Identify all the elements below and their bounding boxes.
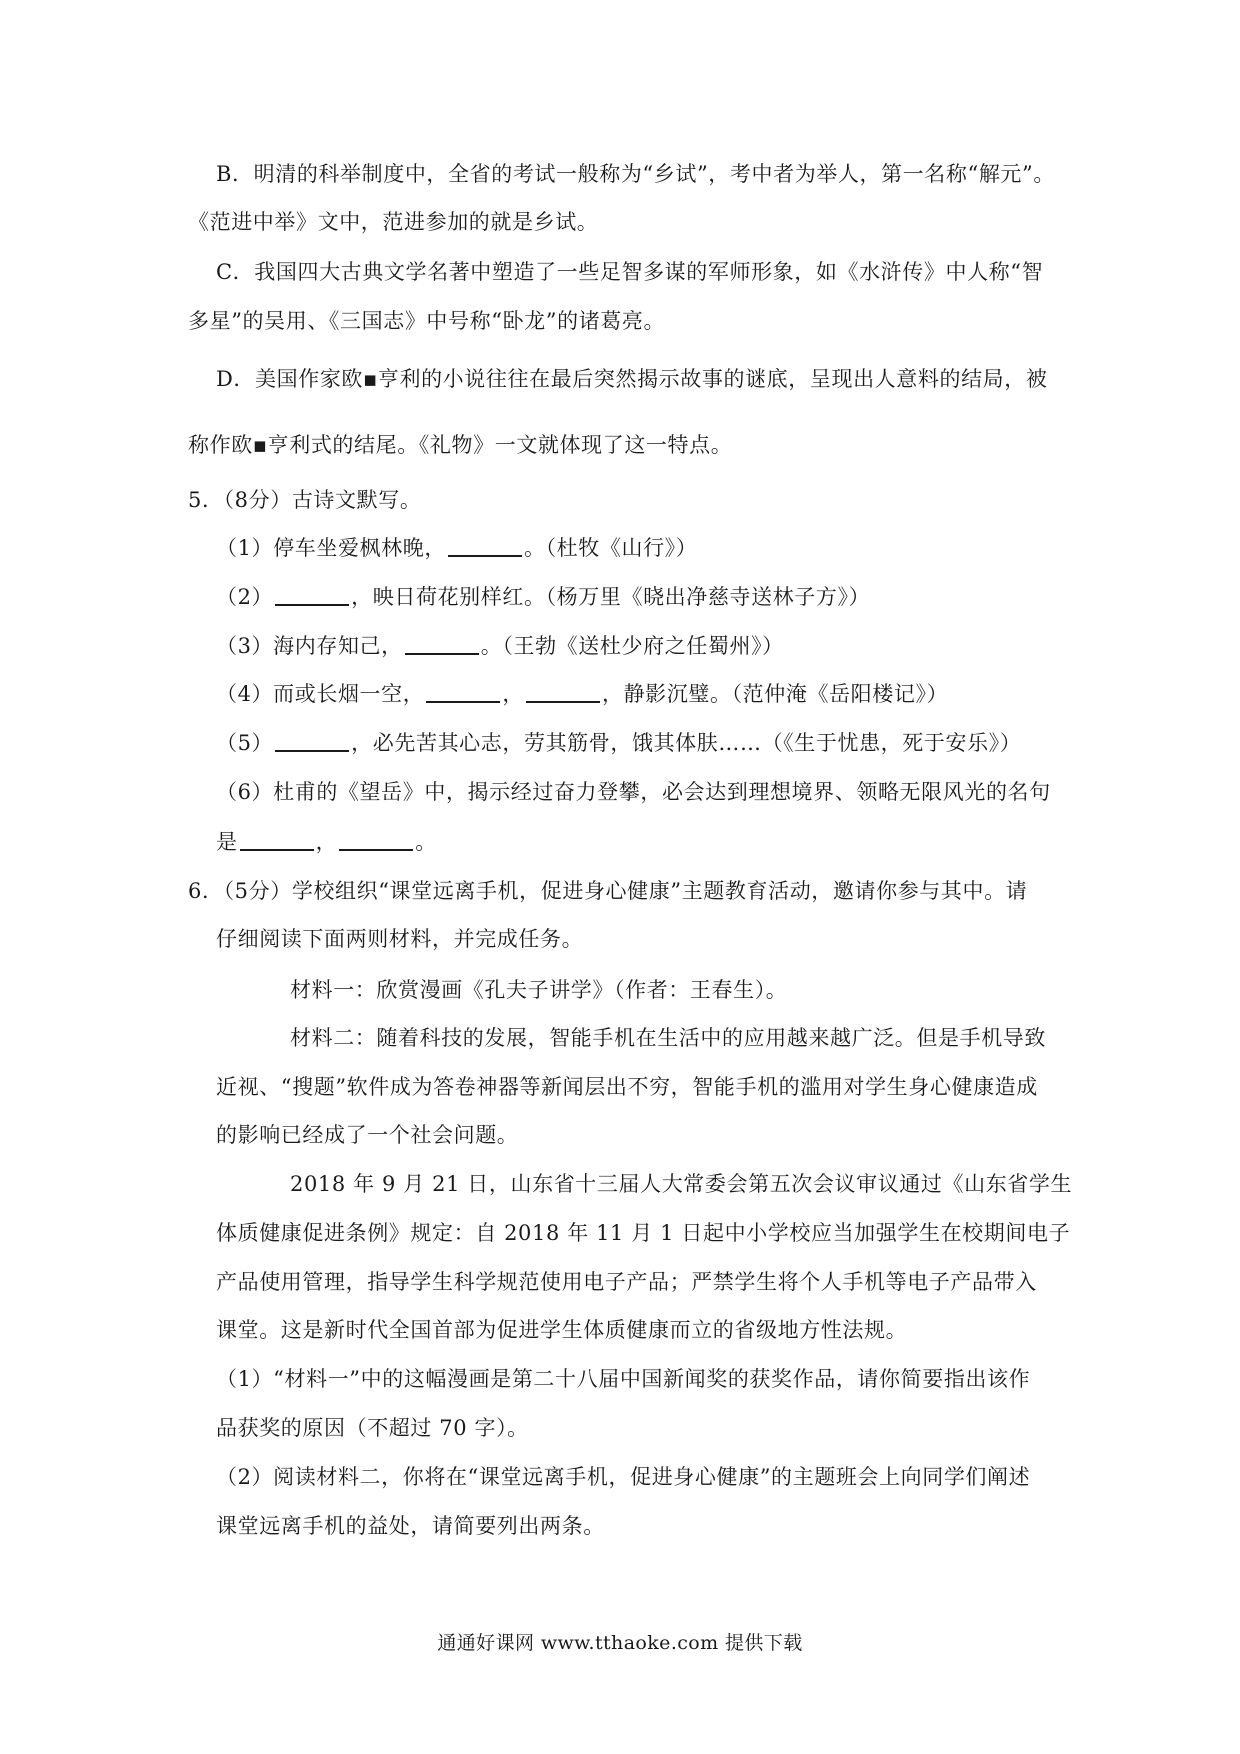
- option-c-line-2: 多星”的吴用、《三国志》中号称“卧龙”的诸葛亮。: [188, 309, 666, 333]
- regulation-line-1: 2018 年 9 月 21 日，山东省十三届人大常委会第五次会议审议通过《山东省学生: [290, 1172, 1073, 1196]
- question-6-title-line-2: 仔细阅读下面两则材料，并完成任务。: [216, 927, 584, 951]
- option-d-line-1: D．美国作家欧▪亨利的小说往往在最后突然揭示故事的谜底，呈现出人意料的结局，被: [216, 367, 1048, 391]
- q5-item-3-prefix: （3）海内存知己，: [216, 634, 403, 658]
- answer-blank[interactable]: [526, 681, 600, 703]
- answer-blank[interactable]: [275, 584, 349, 606]
- task-2-line-1: （2）阅读材料二，你将在“课堂远离手机，促进身心健康”的主题班会上向同学们阐述: [216, 1465, 1031, 1489]
- material-2-line-1: 材料二：随着科技的发展，智能手机在生活中的应用越来越广泛。但是手机导致: [290, 1026, 1046, 1050]
- answer-blank[interactable]: [240, 829, 314, 851]
- q5-item-2-prefix: （2）: [216, 585, 274, 609]
- answer-blank[interactable]: [339, 829, 413, 851]
- regulation-line-2: 体质健康促进条例》规定：自 2018 年 11 月 1 日起中小学校应当加强学生在校期间电子: [216, 1221, 1071, 1245]
- answer-blank[interactable]: [426, 681, 500, 703]
- task-2-line-2: 课堂远离手机的益处，请简要列出两条。: [216, 1514, 605, 1538]
- q5-item-3-suffix: 。（王勃《送杜少府之任蜀州》）: [480, 634, 784, 658]
- q5-item-6-prefix: 是: [216, 830, 238, 854]
- q5-item-5-suffix: ，必先苦其心志，劳其筋骨，饿其体肤……（《生于忧患，死于安乐》）: [351, 731, 1022, 755]
- q5-item-4-suffix: ，静影沉璧。（范仲淹《岳阳楼记》）: [601, 682, 949, 706]
- task-1-line-1: （1）“材料一”中的这幅漫画是第二十八届中国新闻奖的获奖作品，请你简要指出该作: [216, 1367, 1031, 1391]
- question-5-title: 5．（8分）古诗文默写。: [188, 488, 422, 512]
- q5-item-2: [216, 582, 870, 612]
- q5-item-1: [216, 533, 697, 563]
- q5-item-5: [216, 728, 1021, 758]
- q5-item-6-line-1: （6）杜甫的《望岳》中，揭示经过奋力登攀，必会达到理想境界、领略无限风光的名句: [216, 780, 1051, 804]
- q5-item-6-middle: ，: [315, 830, 338, 854]
- option-d-line-2: 称作欧▪亨利式的结尾。《礼物》一文就体现了这一特点。: [188, 433, 733, 457]
- option-c-line-1: C．我国四大古典文学名著中塑造了一些足智多谋的军师形象，如《水浒传》中人称“智: [216, 260, 1044, 284]
- q5-item-6-line-2: [216, 827, 437, 857]
- q5-item-4-middle: ，: [502, 682, 524, 706]
- answer-blank[interactable]: [448, 535, 522, 557]
- regulation-line-3: 产品使用管理，指导学生科学规范使用电子产品；严禁学生将个人手机等电子产品带入: [216, 1270, 1037, 1294]
- option-b-line-1: B．明清的科举制度中，全省的考试一般称为“乡试”，考中者为举人，第一名称“解元”。: [216, 162, 1055, 186]
- q5-item-4: [216, 679, 948, 709]
- q5-item-1-suffix: 。（杜牧《山行》）: [523, 536, 698, 560]
- answer-blank[interactable]: [405, 633, 479, 655]
- option-b-line-2: 《范进中举》文中，范进参加的就是乡试。: [188, 210, 599, 234]
- q5-item-2-suffix: ，映日荷花别样红。（杨万里《晓出净慈寺送林子方》）: [351, 585, 871, 609]
- material-2-line-2: 近视、“搜题”软件成为答卷神器等新闻层出不穷，智能手机的滥用对学生身心健康造成: [216, 1075, 1038, 1099]
- q5-item-4-prefix: （4）而或长烟一空，: [216, 682, 425, 706]
- q5-item-5-prefix: （5）: [216, 731, 274, 755]
- material-2-line-3: 的影响已经成了一个社会问题。: [216, 1123, 519, 1147]
- page-footer: 通通好课网 www.tthaoke.com 提供下载: [437, 1632, 803, 1654]
- task-1-line-2: 品获奖的原因（不超过 70 字）。: [216, 1416, 529, 1440]
- regulation-line-4: 课堂。这是新时代全国首部为促进学生体质健康而立的省级地方性法规。: [216, 1318, 908, 1342]
- q5-item-3: [216, 631, 784, 661]
- q5-item-6-suffix: 。: [415, 830, 437, 854]
- answer-blank[interactable]: [275, 730, 349, 752]
- material-1: 材料一：欣赏漫画《孔夫子讲学》（作者：王春生）。: [290, 978, 788, 1002]
- q5-item-1-prefix: （1）停车坐爱枫林晚，: [216, 536, 446, 560]
- question-6-title-line-1: 6．（5分）学校组织“课堂远离手机，促进身心健康”主题教育活动，邀请你参与其中。请: [188, 879, 1028, 903]
